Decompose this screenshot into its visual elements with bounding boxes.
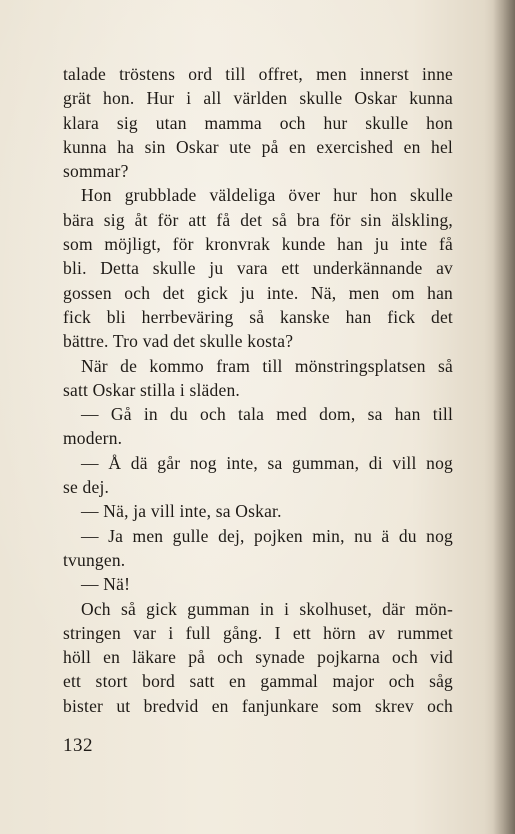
- text-line: — Ja men gulle dej, pojken min, nu ä du nog: [81, 525, 453, 546]
- text-line: satt Oskar stilla i släden.: [63, 379, 240, 400]
- text-line: — Nä!: [81, 574, 131, 595]
- text-line: — Å dä går nog inte, sa gumman, di vill nog: [81, 452, 453, 473]
- text-line: sommar?: [63, 161, 129, 182]
- text-line: klara sig utan mamma och hur skulle hon: [63, 112, 453, 133]
- body-text: [63, 62, 453, 718]
- page-number: 132: [63, 735, 93, 756]
- text-line: stringen var i full gång. I ett hörn av rummet: [63, 622, 453, 643]
- text-line: se dej.: [63, 477, 110, 498]
- text-line: modern.: [63, 428, 123, 449]
- text-line: fick bli herrbeväring så kanske han fick det: [63, 306, 453, 327]
- text-line: talade tröstens ord till offret, men innerst inne: [63, 64, 453, 84]
- text-line: — Gå in du och tala med dom, sa han till: [81, 404, 453, 425]
- text-line: bättre. Tro vad det skulle kosta?: [63, 331, 294, 352]
- text-line: höll en läkare på och synade pojkarna och vid: [63, 647, 453, 668]
- text-line: När de kommo fram till mönstringsplatsen så: [81, 355, 453, 376]
- text-line: bli. Detta skulle ju vara ett underkännande av: [63, 258, 453, 279]
- text-line: bära sig åt för att få det så bra för sin älskling,: [63, 209, 453, 230]
- text-line: bister ut bredvid en fanjunkare som skrev och: [63, 695, 453, 716]
- text-line: tvungen.: [63, 549, 126, 570]
- text-line: kunna ha sin Oskar ute på en exercished en hel: [63, 136, 453, 157]
- text-line: grät hon. Hur i all världen skulle Oskar kunna: [63, 88, 453, 109]
- text-line: — Nä, ja vill inte, sa Oskar.: [81, 501, 282, 522]
- text-line: Och så gick gumman in i skolhuset, där mön-: [81, 598, 453, 619]
- page-gutter-shadow: [493, 0, 515, 834]
- text-line: ett stort bord satt en gammal major och såg: [63, 671, 453, 692]
- text-line: Hon grubblade väldeliga över hur hon skulle: [81, 185, 453, 206]
- text-line: gossen och det gick ju inte. Nä, men om han: [63, 282, 453, 303]
- text-line: som möjligt, för kronvrak kunde han ju inte få: [63, 234, 453, 255]
